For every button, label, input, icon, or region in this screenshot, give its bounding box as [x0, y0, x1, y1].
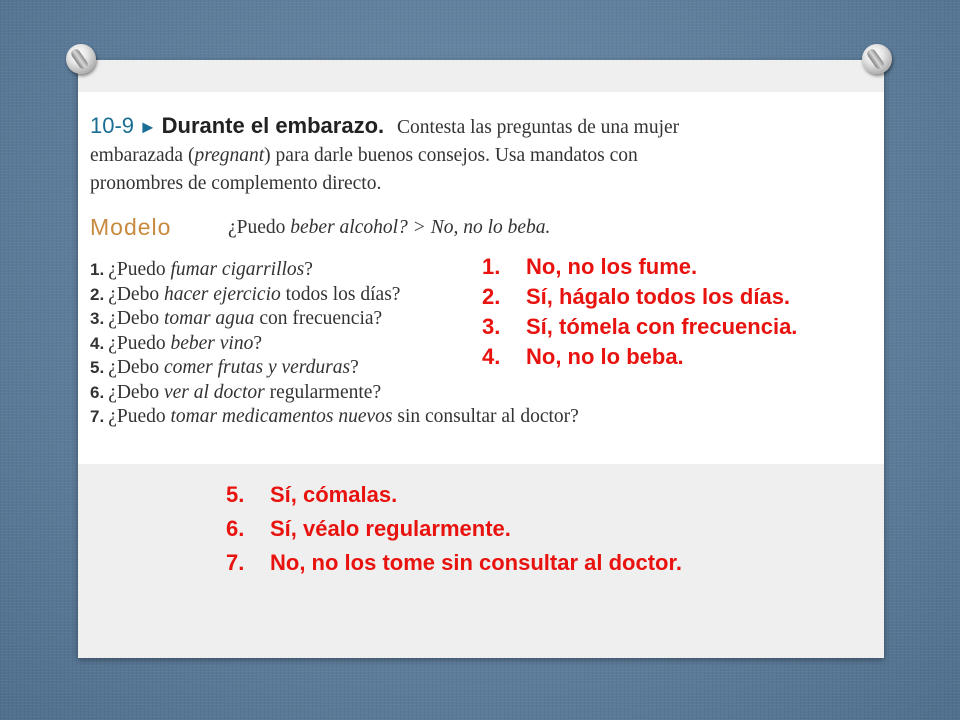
answer-item: 7. No, no los tome sin consultar al doctor. [226, 550, 682, 575]
question-item: 2. ¿Debo hacer ejercicio todos los días? [90, 283, 401, 305]
answer-item: 2. Sí, hágalo todos los días. [482, 284, 791, 309]
answer-item: 1. No, no los fume. [482, 254, 698, 279]
answer-list-top [482, 252, 797, 372]
instructions-line-1: Contesta las preguntas de una mujer [397, 117, 680, 138]
arrow-icon: ► [138, 117, 157, 137]
question-item: 4. ¿Puedo beber vino? [90, 332, 262, 354]
modelo-row [90, 214, 870, 244]
exercise-number: 10-9 [90, 113, 135, 138]
instructions-line-2a: embarazada ( [90, 145, 195, 166]
question-item: 5. ¿Debo comer frutas y verduras? [90, 357, 359, 378]
question-item: 1. ¿Puedo fumar cigarrillos? [90, 259, 313, 280]
pushpin-icon [862, 44, 892, 74]
answer-list-bottom [226, 478, 682, 580]
question-item: 3. ¿Debo tomar agua con frecuencia? [90, 308, 383, 329]
modelo-label: Modelo [90, 214, 172, 240]
instructions-line-2c: ) para darle buenos consejos. Usa mandatos con [264, 145, 638, 166]
question-item: 7. ¿Puedo tomar medicamentos nuevos sin consultar al doctor? [90, 406, 579, 427]
modelo-example: ¿Puedo beber alcohol? > No, no lo beba. [228, 217, 551, 238]
answer-item: 3. Sí, tómela con frecuencia. [482, 314, 798, 339]
instructions-line-3: pronombres de complemento directo. [90, 173, 382, 194]
exercise-header [90, 112, 870, 198]
instructions-line-2b: pregnant [194, 145, 265, 166]
answer-item: 5. Sí, cómalas. [226, 482, 398, 507]
pushpin-icon [66, 44, 96, 74]
answer-item: 4. No, no lo beba. [482, 344, 684, 369]
question-item: 6. ¿Debo ver al doctor regularmente? [90, 381, 382, 403]
answer-item: 6. Sí, véalo regularmente. [226, 516, 511, 541]
exercise-title: Durante el embarazo. [161, 113, 385, 138]
